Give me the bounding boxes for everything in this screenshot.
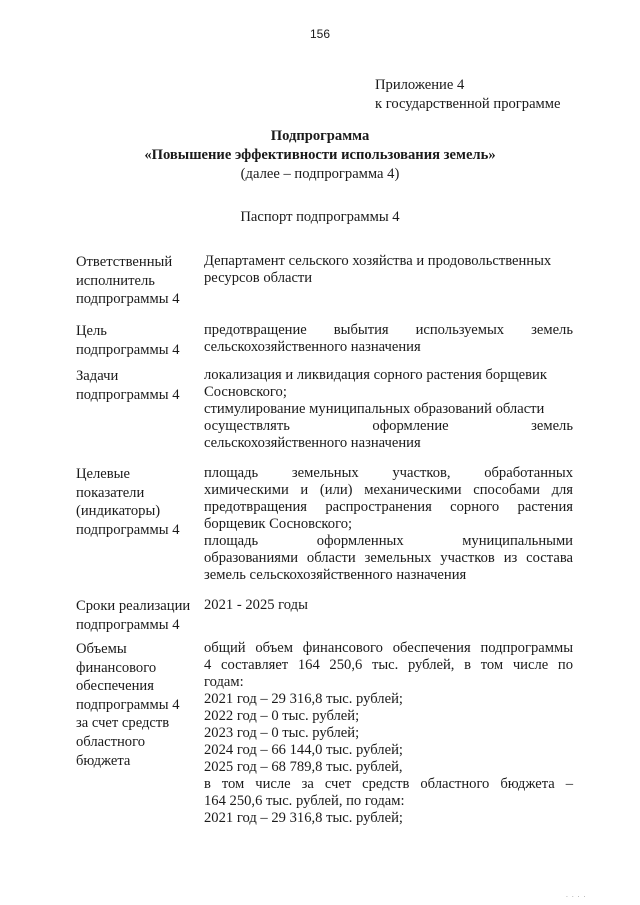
row-label: [76, 597, 204, 634]
page-number: 156: [309, 27, 331, 41]
row-label-line: подпрограммы 4: [76, 291, 180, 308]
row-content-line: предотвращение выбытия используемых земель: [204, 322, 573, 338]
row-content-line: площадь оформленных муниципальными: [204, 533, 573, 549]
row-content-line: 2024 год – 66 144,0 тыс. рублей;: [204, 742, 403, 758]
row-label-line: Ответственный: [76, 254, 173, 270]
row-label-line: подпрограммы 4: [76, 616, 180, 633]
row-label-line: подпрограммы 4: [76, 521, 180, 538]
row-content-line: образованиями области земельных участков из состава: [204, 550, 573, 566]
passport-heading: Паспорт подпрограммы 4: [240, 209, 400, 225]
row-label: [76, 640, 204, 770]
row-content-line: сельскохозяйственного назначения: [204, 339, 421, 355]
row-content-line: локализация и ликвидация сорного растения борщевик: [204, 367, 547, 383]
row-content-line: предотвращения распространения сорного растения: [204, 499, 573, 515]
title-line: «Повышение эффективности использования земель»: [144, 147, 496, 163]
passport-row-funding: [76, 640, 576, 830]
row-content-line: Сосновского;: [204, 384, 287, 400]
row-content-line: площадь земельных участков, обработанных: [204, 465, 573, 481]
title-subline: (далее – подпрограмма 4): [240, 166, 400, 182]
passport-row-indicators: [76, 465, 576, 585]
row-label-line: Цель: [76, 323, 107, 339]
row-content-line: ресурсов области: [204, 270, 313, 286]
row-content: [204, 465, 573, 584]
row-label-line: областного: [76, 733, 145, 750]
row-content-line: борщевик Сосновского;: [204, 516, 353, 532]
row-content-line: в том числе за счет средств областного бюджета –: [204, 776, 573, 792]
appendix-line: к государственной программе: [375, 96, 561, 112]
document-title: [0, 127, 640, 184]
row-content: [204, 253, 573, 287]
row-label: [76, 465, 204, 539]
row-label-line: Сроки реализации: [76, 598, 191, 614]
row-label-line: подпрограммы 4: [76, 696, 180, 713]
appendix-line: Приложение 4: [375, 77, 465, 93]
row-content-line: 2022 год – 0 тыс. рублей;: [204, 708, 360, 724]
row-content: [204, 640, 573, 827]
row-label-line: обеспечения: [76, 678, 154, 695]
row-label: [76, 253, 204, 309]
row-content-line: 4 составляет 164 250,6 тыс. рублей, в том числе по: [204, 657, 573, 673]
row-label-line: Целевые: [76, 466, 130, 482]
row-content-line: общий объем финансового обеспечения подпрограммы: [204, 640, 573, 656]
passport-row-executor: [76, 253, 576, 309]
row-content: [204, 322, 573, 356]
row-content-line: осуществлять оформление земель: [204, 418, 573, 434]
row-content-line: стимулирование муниципальных образований области: [204, 401, 545, 417]
row-content-line: химическими и (или) механическими способами для: [204, 482, 573, 498]
row-content-line: земель сельскохозяйственного назначения: [204, 567, 467, 583]
row-label-line: (индикаторы): [76, 503, 161, 520]
appendix-note: [375, 76, 561, 114]
passport-row-tasks: [76, 367, 576, 453]
row-content-line: 164 250,6 тыс. рублей, по годам:: [204, 793, 405, 809]
row-content-line: 2023 год – 0 тыс. рублей;: [204, 725, 360, 741]
row-content-line: сельскохозяйственного назначения: [204, 435, 421, 451]
row-label-line: Объемы: [76, 641, 127, 657]
row-content-line: 2021 год – 29 316,8 тыс. рублей;: [204, 810, 403, 826]
row-label-line: подпрограммы 4: [76, 386, 180, 403]
row-content-line: Департамент сельского хозяйства и продовольственных: [204, 253, 552, 269]
row-content: [204, 597, 573, 614]
row-label-line: за счет средств: [76, 715, 170, 732]
passport-row-timeline: [76, 597, 576, 633]
passport-row-goal: [76, 322, 576, 358]
row-content: [204, 367, 573, 452]
row-content-line: годам:: [204, 674, 244, 690]
row-content-line: 2021 - 2025 годы: [204, 597, 308, 613]
row-label-line: бюджета: [76, 752, 131, 769]
row-label-line: Задачи: [76, 368, 119, 384]
title-line: Подпрограмма: [270, 128, 370, 144]
scan-artifact: · · · ·: [566, 894, 587, 901]
row-content-line: 2021 год – 29 316,8 тыс. рублей;: [204, 691, 403, 707]
row-label-line: подпрограммы 4: [76, 341, 180, 358]
row-label-line: показатели: [76, 484, 145, 501]
row-label-line: финансового: [76, 659, 157, 676]
row-label-line: исполнитель: [76, 272, 155, 289]
row-content-line: 2025 год – 68 789,8 тыс. рублей,: [204, 759, 403, 775]
row-label: [76, 367, 204, 404]
row-label: [76, 322, 204, 359]
